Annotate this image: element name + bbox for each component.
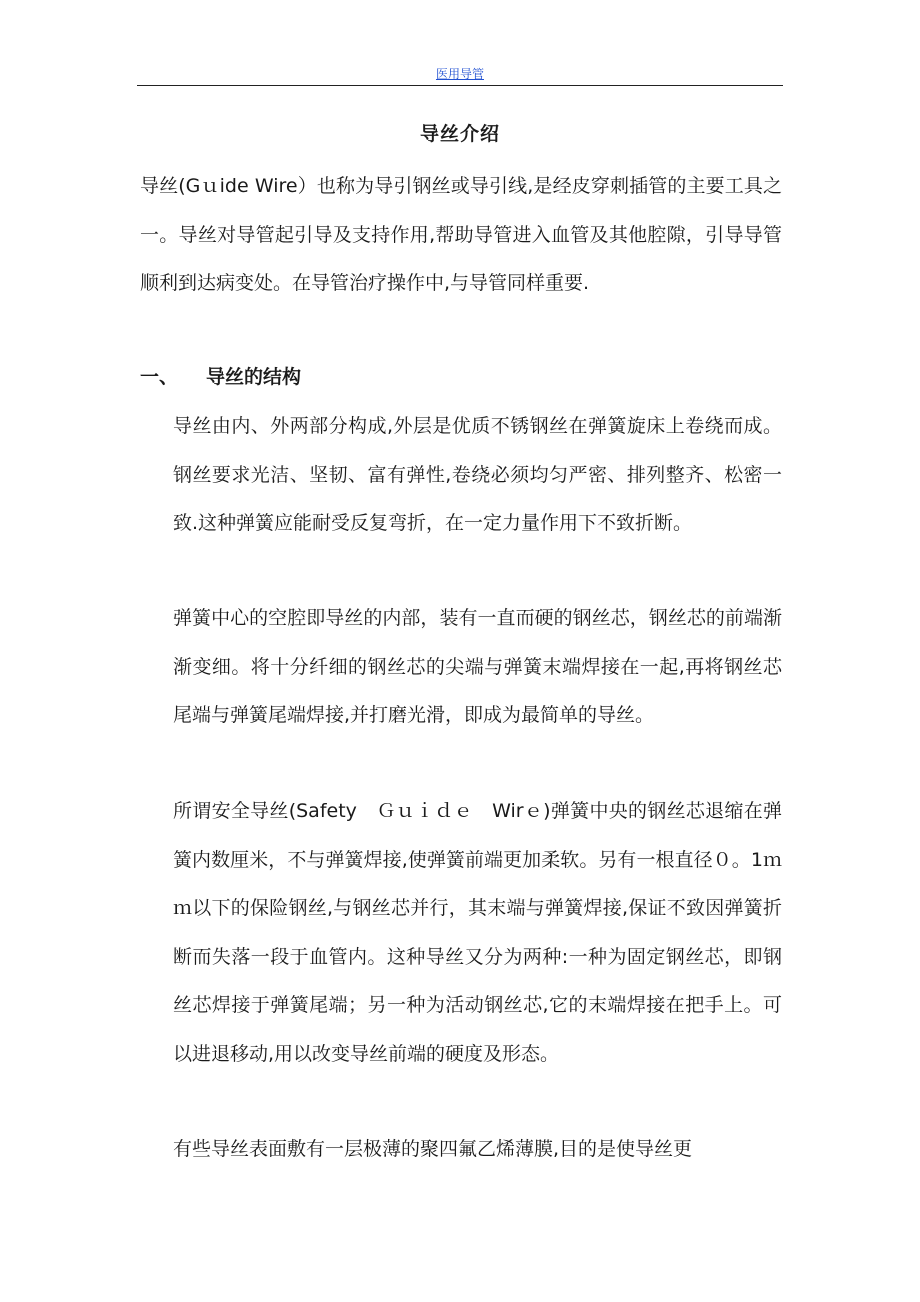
- body-paragraph: 弹簧中心的空腔即导丝的内部，装有一直而硬的钢丝芯，钢丝芯的前端渐渐变细。将十分纤细的钢丝芯的尖端与弹簧末端焊接在一起,再将钢丝芯尾端与弹簧尾端焊接,并打磨光滑，即成为最简单的导丝。: [173, 607, 782, 726]
- body-paragraph: 所谓安全导丝(Safety Ｇｕｉｄｅ Wirｅ)弹簧中央的钢丝芯退缩在弹簧内数厘米，不与弹簧焊接,使弹簧前端更加柔软。另有一根直径０。1ｍｍ以下的保险钢丝,与钢丝芯并行，其末端与弹簧焊接,保证不致因弹簧折断而失落一段于血管内。这种导丝又分为两种:一种为固定钢丝芯，即钢丝芯焊接于弹簧尾端；另一种为活动钢丝芯,它的末端焊接在把手上。可以进退移动,用以改变导丝前端的硬度及形态。: [173, 800, 782, 1065]
- section-number: 一、: [140, 366, 179, 388]
- body-paragraph: 有些导丝表面敷有一层极薄的聚四氟乙烯薄膜,目的是使导丝更: [173, 1138, 693, 1160]
- document-title: 导丝介绍: [419, 123, 500, 145]
- section-title: 导丝的结构: [206, 366, 302, 388]
- intro-paragraph: 导丝(Gｕide Wire）也称为导引钢丝或导引线,是经皮穿刺插管的主要工具之一。导丝对导管起引导及支持作用,帮助导管进入血管及其他腔隙，引导导管顺利到达病变处。在导管治疗操作中,与导管同样重要.: [140, 175, 782, 294]
- body-paragraph: 导丝由内、外两部分构成,外层是优质不锈钢丝在弹簧旋床上卷绕而成。钢丝要求光洁、坚韧、富有弹性,卷绕必须均匀严密、排列整齐、松密一致.这种弹簧应能耐受反复弯折，在一定力量作用下不致折断。: [173, 415, 782, 534]
- header-link[interactable]: 医用导管: [435, 67, 484, 81]
- section-heading: [140, 363, 301, 391]
- header-divider: [137, 85, 783, 86]
